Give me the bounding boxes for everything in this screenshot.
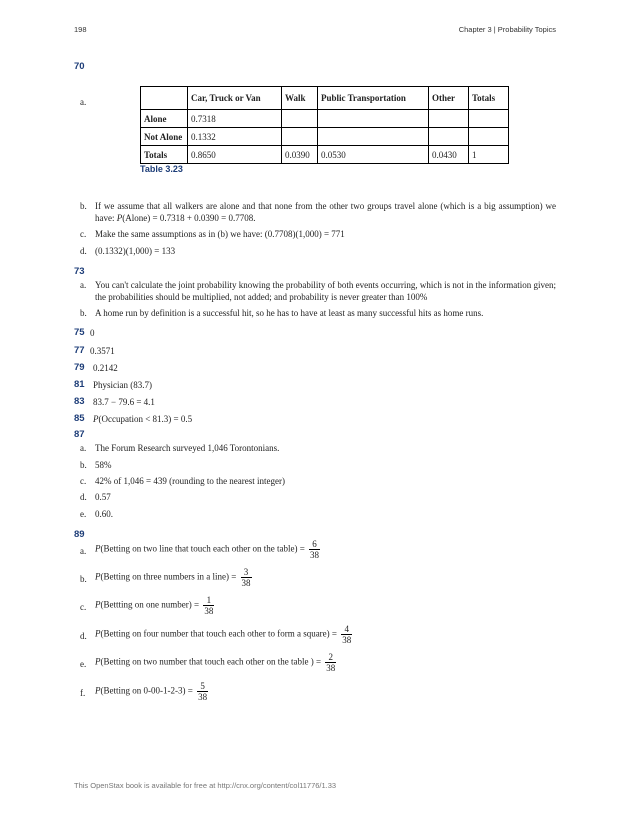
table-cell: 1 [469, 146, 509, 164]
exercise-number-79: 79 [74, 362, 85, 373]
table-cell [318, 110, 429, 128]
fraction [241, 567, 252, 588]
table-header-cell: Car, Truck or Van [188, 87, 282, 110]
probability-symbol: P [95, 599, 101, 610]
answer-89d [95, 624, 352, 645]
answer-text: If we assume that all walkers are alone and that none from the other two groups travel alone (which is a big assumption) we have: [95, 201, 556, 223]
fraction-denominator: 38 [241, 578, 251, 588]
item-label: c. [80, 602, 87, 612]
answer-70c: Make the same assumptions as in (b) we have: (0.7708)(1,000) = 771 [95, 229, 345, 239]
answer-87d: 0.57 [95, 492, 111, 502]
fraction-numerator: 6 [309, 539, 320, 550]
answer-87b: 58% [95, 460, 112, 470]
item-label: b. [80, 460, 87, 470]
answer-75: 0 [90, 328, 95, 338]
item-label-73a: a. [80, 280, 87, 290]
table-header-cell [141, 87, 188, 110]
probability-symbol: P [116, 213, 123, 223]
fraction-numerator: 4 [341, 624, 352, 635]
table-cell [282, 128, 318, 146]
table-header-cell: Public Transportation [318, 87, 429, 110]
answer-79: 0.2142 [93, 363, 118, 373]
answer-70d: (0.1332)(1,000) = 133 [95, 246, 176, 256]
commute-table [140, 86, 509, 164]
answer-77: 0.3571 [90, 346, 115, 356]
item-label-70a: a. [80, 97, 87, 107]
fraction [203, 595, 214, 616]
table-row [141, 128, 509, 146]
item-label: c. [80, 476, 87, 486]
fraction [341, 624, 352, 645]
probability-symbol: P [95, 628, 101, 639]
answer-89a [95, 539, 320, 560]
item-label: a. [80, 546, 87, 556]
fraction-denominator: 38 [310, 550, 320, 560]
table-cell [282, 110, 318, 128]
answer-text: (Betting on 0-00-1-2-3) = [100, 685, 196, 696]
table-row-header: Alone [141, 110, 188, 128]
answer-83: 83.7 − 79.6 = 4.1 [93, 397, 155, 407]
table-cell [318, 128, 429, 146]
probability-symbol: P [95, 571, 101, 582]
probability-symbol: P [95, 685, 101, 696]
fraction-numerator: 2 [325, 652, 336, 663]
item-label-70d: d. [80, 246, 87, 256]
fraction-denominator: 38 [198, 692, 208, 702]
answer-73b: A home run by definition is a successful hit, so he has to have at least as many successful hits as home runs. [95, 308, 484, 318]
table-row-header: Totals [141, 146, 188, 164]
answer-85 [93, 413, 192, 425]
table-cell: 0.0390 [282, 146, 318, 164]
answer-text: (Alone) = 0.7318 + 0.0390 = 0.7708. [122, 213, 256, 223]
fraction-denominator: 38 [204, 606, 214, 616]
fraction-numerator: 5 [197, 681, 208, 692]
fraction [325, 652, 336, 673]
fraction-denominator: 38 [326, 663, 336, 673]
answer-81: Physician (83.7) [93, 380, 152, 390]
answer-89b [95, 567, 252, 588]
fraction [309, 539, 320, 560]
item-label: f. [80, 688, 86, 698]
exercise-number-81: 81 [74, 379, 85, 390]
answer-70b [95, 200, 556, 224]
table-header-cell: Totals [469, 87, 509, 110]
fraction-numerator: 1 [203, 595, 214, 606]
chapter-title: Chapter 3 | Probability Topics [458, 25, 556, 34]
exercise-number-75: 75 [74, 327, 85, 338]
table-header-cell: Other [429, 87, 469, 110]
table-row [141, 110, 509, 128]
item-label-70c: c. [80, 229, 87, 239]
table-row [141, 146, 509, 164]
item-label: a. [80, 443, 87, 453]
table-cell [429, 110, 469, 128]
item-label: d. [80, 631, 87, 641]
fraction-denominator: 38 [342, 635, 352, 645]
page-number: 198 [74, 25, 87, 34]
table-row-header: Not Alone [141, 128, 188, 146]
table-header-row [141, 87, 509, 110]
fraction-numerator: 3 [241, 567, 252, 578]
answer-87a: The Forum Research surveyed 1,046 Torontonians. [95, 443, 280, 453]
answer-text: (Occupation < 81.3) = 0.5 [98, 414, 193, 424]
table-header-cell: Walk [282, 87, 318, 110]
answer-text: (Betting on four number that touch each other to form a square) = [100, 628, 340, 639]
exercise-number-89: 89 [74, 529, 85, 540]
answer-87c: 42% of 1,046 = 439 (rounding to the nearest integer) [95, 476, 286, 486]
answer-text: (Bettting on one number) = [100, 599, 202, 610]
exercise-number-87: 87 [74, 429, 85, 440]
probability-symbol: P [95, 543, 101, 554]
answer-text: (Betting on two number that touch each other on the table ) = [100, 656, 324, 667]
probability-symbol: P [93, 414, 99, 424]
item-label: d. [80, 492, 87, 502]
fraction [197, 681, 208, 702]
exercise-number-83: 83 [74, 396, 85, 407]
item-label: e. [80, 509, 87, 519]
table-cell: 0.0530 [318, 146, 429, 164]
item-label-70b: b. [80, 201, 87, 211]
item-label: b. [80, 574, 87, 584]
exercise-number-77: 77 [74, 345, 85, 356]
table-cell: 0.7318 [188, 110, 282, 128]
item-label: e. [80, 659, 87, 669]
table-cell [429, 128, 469, 146]
exercise-number-85: 85 [74, 413, 85, 424]
table-cell [469, 128, 509, 146]
answer-text: (Betting on two line that touch each other on the table) = [100, 543, 308, 554]
answer-87e: 0.60. [95, 509, 113, 519]
probability-symbol: P [95, 656, 101, 667]
answer-text: (Betting on three numbers in a line) = [100, 571, 239, 582]
table-caption: Table 3.23 [140, 164, 183, 174]
answer-89f [95, 681, 208, 702]
table-cell [469, 110, 509, 128]
table-cell: 0.8650 [188, 146, 282, 164]
item-label-73b: b. [80, 308, 87, 318]
answer-89c [95, 595, 214, 616]
answer-73a: You can't calculate the joint probability knowing the probability of both events occurring, which is not in the information given; the probabilities should be multiplied, not added; and probability is never greater than 100% [95, 280, 556, 302]
exercise-number-73: 73 [74, 266, 85, 277]
answer-89e [95, 652, 336, 673]
footer-note: This OpenStax book is available for free at http://cnx.org/content/col11776/1.33 [74, 781, 337, 790]
exercise-number-70: 70 [74, 61, 85, 72]
table-cell: 0.0430 [429, 146, 469, 164]
table-cell: 0.1332 [188, 128, 282, 146]
